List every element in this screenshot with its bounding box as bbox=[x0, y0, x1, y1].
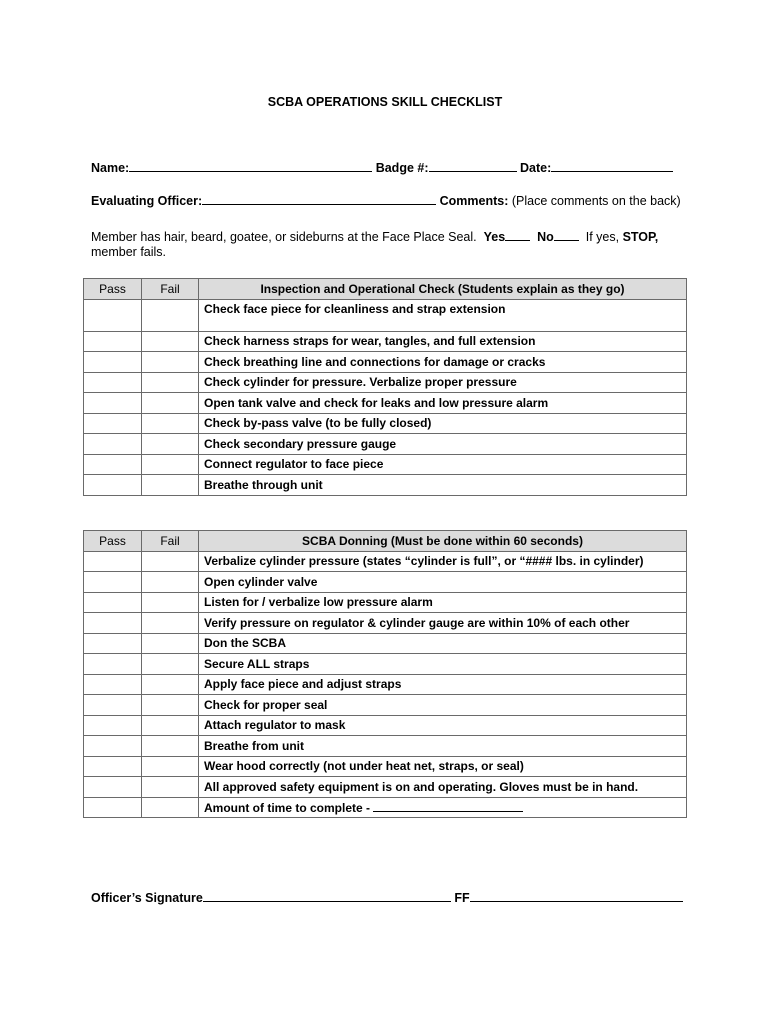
pass-cell[interactable] bbox=[84, 613, 142, 634]
checklist-item: Check face piece for cleanliness and strap extension bbox=[199, 299, 687, 331]
fail-header: Fail bbox=[142, 531, 199, 552]
officer-field[interactable] bbox=[202, 193, 436, 205]
fail-cell[interactable] bbox=[142, 715, 199, 736]
no-field[interactable] bbox=[554, 229, 579, 241]
table-row bbox=[84, 551, 687, 572]
table-row bbox=[84, 797, 687, 818]
checklist-item: Attach regulator to mask bbox=[199, 715, 687, 736]
fail-cell[interactable] bbox=[142, 475, 199, 496]
time-to-complete-label: Amount of time to complete - bbox=[204, 800, 370, 815]
checklist-item: Check for proper seal bbox=[199, 695, 687, 716]
comments-label: Comments: bbox=[439, 194, 509, 208]
fail-cell[interactable] bbox=[142, 613, 199, 634]
table-row bbox=[84, 299, 687, 331]
pass-cell[interactable] bbox=[84, 777, 142, 798]
table-header-row bbox=[84, 531, 687, 552]
fail-cell[interactable] bbox=[142, 756, 199, 777]
pass-cell[interactable] bbox=[84, 352, 142, 373]
checklist-item: Check by-pass valve (to be fully closed) bbox=[199, 413, 687, 434]
checklist-item: Breathe through unit bbox=[199, 475, 687, 496]
donning-table bbox=[83, 530, 687, 818]
fail-cell[interactable] bbox=[142, 413, 199, 434]
fail-cell[interactable] bbox=[142, 331, 199, 352]
member-fails-text: member fails. bbox=[91, 245, 167, 259]
yes-label: Yes bbox=[483, 230, 506, 244]
fail-cell[interactable] bbox=[142, 674, 199, 695]
date-label: Date: bbox=[519, 161, 552, 175]
checklist-item: Open tank valve and check for leaks and low pressure alarm bbox=[199, 393, 687, 414]
table-row bbox=[84, 736, 687, 757]
pass-cell[interactable] bbox=[84, 674, 142, 695]
pass-cell[interactable] bbox=[84, 654, 142, 675]
name-label: Name: bbox=[91, 161, 130, 175]
fail-cell[interactable] bbox=[142, 454, 199, 475]
checklist-item: Verify pressure on regulator & cylinder gauge are within 10% of each other bbox=[199, 613, 687, 634]
pass-cell[interactable] bbox=[84, 572, 142, 593]
badge-label: Badge #: bbox=[375, 161, 429, 175]
table-row bbox=[84, 613, 687, 634]
fail-cell[interactable] bbox=[142, 372, 199, 393]
fail-cell[interactable] bbox=[142, 592, 199, 613]
fail-cell[interactable] bbox=[142, 633, 199, 654]
table-row bbox=[84, 592, 687, 613]
pass-cell[interactable] bbox=[84, 736, 142, 757]
fail-cell[interactable] bbox=[142, 352, 199, 373]
officer-signature-label: Officer’s Signature bbox=[91, 891, 203, 905]
facial-hair-statement bbox=[91, 229, 658, 244]
pass-cell[interactable] bbox=[84, 372, 142, 393]
fail-cell[interactable] bbox=[142, 299, 199, 331]
time-to-complete-row bbox=[199, 797, 687, 818]
comments-note: (Place comments on the back) bbox=[511, 194, 681, 208]
name-badge-date-row bbox=[91, 160, 673, 175]
pass-cell[interactable] bbox=[84, 454, 142, 475]
table-row bbox=[84, 413, 687, 434]
checklist-item: Check secondary pressure gauge bbox=[199, 434, 687, 455]
page-title: SCBA OPERATIONS SKILL CHECKLIST bbox=[267, 95, 503, 109]
statement-text: Member has hair, beard, goatee, or sideburns at the Face Place Seal. bbox=[91, 230, 477, 244]
inspection-title: Inspection and Operational Check (Students explain as they go) bbox=[199, 279, 687, 300]
fail-cell[interactable] bbox=[142, 551, 199, 572]
checklist-item: Verbalize cylinder pressure (states “cylinder is full”, or “#### lbs. in cylinder) bbox=[199, 551, 687, 572]
ff-label: FF bbox=[454, 891, 470, 905]
pass-cell[interactable] bbox=[84, 299, 142, 331]
pass-cell[interactable] bbox=[84, 434, 142, 455]
table-row bbox=[84, 372, 687, 393]
table-row bbox=[84, 715, 687, 736]
stop-text: STOP, bbox=[622, 230, 659, 244]
table-row bbox=[84, 352, 687, 373]
name-field[interactable] bbox=[129, 160, 372, 172]
fail-cell[interactable] bbox=[142, 654, 199, 675]
table-header-row bbox=[84, 279, 687, 300]
pass-cell[interactable] bbox=[84, 413, 142, 434]
pass-header: Pass bbox=[84, 531, 142, 552]
pass-cell[interactable] bbox=[84, 592, 142, 613]
yes-field[interactable] bbox=[505, 229, 530, 241]
checklist-item: Check harness straps for wear, tangles, and full extension bbox=[199, 331, 687, 352]
checklist-item: Open cylinder valve bbox=[199, 572, 687, 593]
pass-cell[interactable] bbox=[84, 797, 142, 818]
checklist-item: Wear hood correctly (not under heat net, straps, or seal) bbox=[199, 756, 687, 777]
table-row bbox=[84, 756, 687, 777]
fail-cell[interactable] bbox=[142, 797, 199, 818]
fail-cell[interactable] bbox=[142, 777, 199, 798]
fail-cell[interactable] bbox=[142, 736, 199, 757]
checklist-item: Don the SCBA bbox=[199, 633, 687, 654]
table-row bbox=[84, 633, 687, 654]
badge-field[interactable] bbox=[429, 160, 517, 172]
pass-cell[interactable] bbox=[84, 715, 142, 736]
table-row bbox=[84, 434, 687, 455]
checklist-item: Breathe from unit bbox=[199, 736, 687, 757]
pass-cell[interactable] bbox=[84, 393, 142, 414]
fail-cell[interactable] bbox=[142, 434, 199, 455]
date-field[interactable] bbox=[551, 160, 673, 172]
table-row bbox=[84, 331, 687, 352]
checklist-item: Listen for / verbalize low pressure alarm bbox=[199, 592, 687, 613]
fail-cell[interactable] bbox=[142, 393, 199, 414]
no-label: No bbox=[537, 230, 554, 244]
checklist-item: Secure ALL straps bbox=[199, 654, 687, 675]
officer-comments-row bbox=[91, 193, 681, 208]
table-row bbox=[84, 454, 687, 475]
fail-header: Fail bbox=[142, 279, 199, 300]
checklist-item: Apply face piece and adjust straps bbox=[199, 674, 687, 695]
pass-cell[interactable] bbox=[84, 331, 142, 352]
if-yes-text: If yes, bbox=[585, 230, 620, 244]
inspection-table bbox=[83, 278, 687, 496]
ff-field[interactable] bbox=[470, 890, 683, 902]
fail-cell[interactable] bbox=[142, 695, 199, 716]
fail-cell[interactable] bbox=[142, 572, 199, 593]
table-row bbox=[84, 695, 687, 716]
table-row bbox=[84, 654, 687, 675]
pass-cell[interactable] bbox=[84, 756, 142, 777]
pass-header: Pass bbox=[84, 279, 142, 300]
pass-cell[interactable] bbox=[84, 695, 142, 716]
checklist-item: Check cylinder for pressure. Verbalize proper pressure bbox=[199, 372, 687, 393]
checklist-item: Check breathing line and connections for damage or cracks bbox=[199, 352, 687, 373]
table-row bbox=[84, 777, 687, 798]
pass-cell[interactable] bbox=[84, 551, 142, 572]
table-row bbox=[84, 572, 687, 593]
officer-label: Evaluating Officer: bbox=[91, 194, 203, 208]
signature-row bbox=[91, 890, 683, 905]
checklist-item: All approved safety equipment is on and operating. Gloves must be in hand. bbox=[199, 777, 687, 798]
officer-signature-field[interactable] bbox=[203, 890, 451, 902]
table-row bbox=[84, 674, 687, 695]
time-to-complete-field[interactable] bbox=[373, 800, 523, 812]
pass-cell[interactable] bbox=[84, 633, 142, 654]
table-row bbox=[84, 393, 687, 414]
table-row bbox=[84, 475, 687, 496]
donning-title: SCBA Donning (Must be done within 60 seconds) bbox=[199, 531, 687, 552]
pass-cell[interactable] bbox=[84, 475, 142, 496]
checklist-item: Connect regulator to face piece bbox=[199, 454, 687, 475]
